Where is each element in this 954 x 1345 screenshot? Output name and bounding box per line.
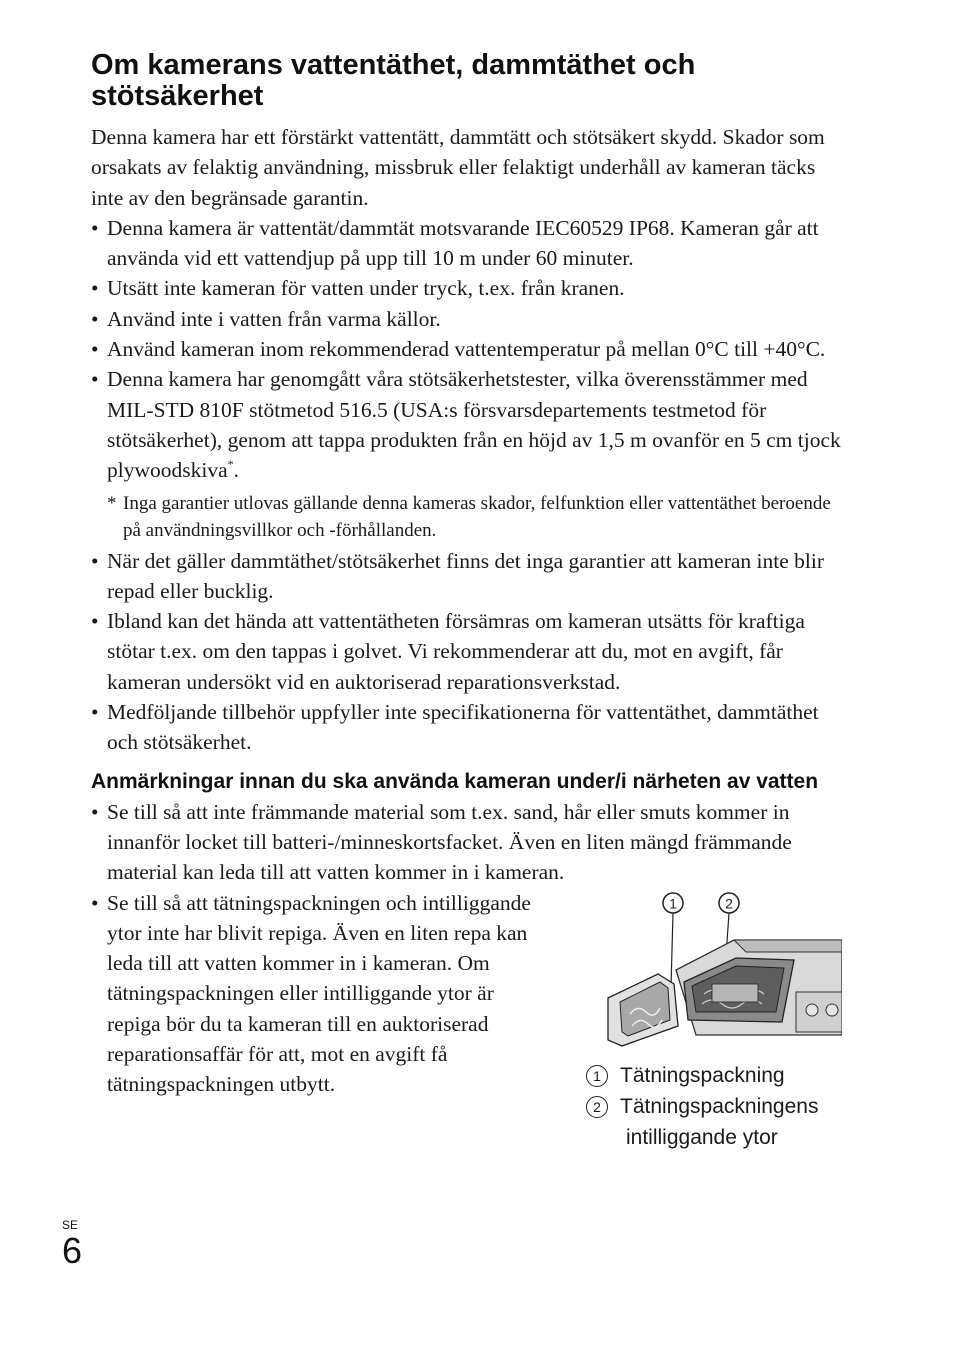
svg-text:2: 2 — [725, 895, 733, 912]
camera-figure — [586, 890, 846, 1153]
figure-legend — [586, 1060, 846, 1153]
bullet-list-continued — [91, 546, 843, 758]
list-item: • Denna kamera har genomgått våra stötsäkerhetstester, vilka överensstämmer med MIL-STD 810F stötmetod 516.5 (USA:s försvarsdepartements testmetod för stötsäkerhet), genom att tappa produkten från en höjd av 1,5 m ovanför en 5 cm tjock plywoodskiva*. — [91, 367, 841, 483]
section2-body — [91, 797, 843, 1149]
callout-2 — [719, 893, 739, 913]
list-item: • Se till så att inte främmande material som t.ex. sand, hår eller smuts kommer in innanför locket till batteri-/minneskortsfacket. Även en liten mängd främmande material kan leda till att vatten kommer in i kameran. — [91, 799, 792, 885]
section-heading: Anmärkningar innan du ska använda kameran under/i närheten av vatten — [91, 769, 819, 793]
page-content — [91, 49, 843, 1149]
footnote-marker: * — [227, 457, 234, 472]
list-item: • Se till så att tätningspackningen och intilliggande ytor inte har blivit repiga. Även en liten repa kan leda till att vatten kommer in i kameran. Om tätningspackningen eller intilliggande ytor är repiga bör du ta kameran till en auktoriserad reparationsaffär för att, mot en avgift få tätningspackningen utbytt. — [91, 890, 531, 1097]
list-item: • Utsätt inte kameran för vatten under tryck, t.ex. från kranen. — [91, 276, 625, 301]
page-title: Om kamerans vattentäthet, dammtäthet och stötsäkerhet — [91, 49, 696, 112]
list-item: • När det gäller dammtäthet/stötsäkerhet finns det inga garantier att kameran inte blir repad eller bucklig. — [91, 548, 824, 603]
list-item: • Använd kameran inom rekommenderad vattentemperatur på mellan 0°C till +40°C. — [91, 337, 826, 362]
figure-split — [91, 888, 843, 1149]
open-lid — [608, 974, 678, 1046]
page-number — [62, 1218, 82, 1270]
list-item: • Använd inte i vatten från varma källor. — [91, 306, 441, 331]
legend-item: 1 Tätningspackning — [586, 1060, 846, 1091]
page-language: SE — [62, 1218, 79, 1232]
bullet-list — [91, 213, 843, 486]
figure-text-column — [91, 888, 551, 1100]
legend-item: 2 Tätningspackningens — [586, 1091, 846, 1122]
body-text — [91, 122, 843, 758]
footnote-text: Inga garantier utlovas gällande denna kameras skador, felfunktion eller vattentäthet beroende på användningsvillkor och -förhållanden. — [123, 492, 831, 541]
svg-text:1: 1 — [669, 895, 677, 912]
legend-item-continued: intilliggande ytor — [626, 1125, 778, 1149]
footnote: * Inga garantier utlovas gällande denna kameras skador, felfunktion eller vattentäthet beroende på användningsvillkor och -förhållanden. — [107, 492, 831, 541]
intro-paragraph: Denna kamera har ett förstärkt vattentätt, dammtätt och stötsäkert skydd. Skador som orsakats av felaktig användning, missbruk eller felaktigt underhåll av kameran täcks inte av den begränsade garantin. — [91, 125, 825, 210]
list-item: • Medföljande tillbehör uppfyller inte specifikationerna för vattentäthet, dammtäthet och stötsäkerhet. — [91, 700, 819, 755]
camera-seal-illustration — [586, 890, 842, 1050]
section2-list — [91, 797, 843, 888]
list-item: • Ibland kan det hända att vattentätheten försämras om kameran utsätts för kraftiga stötar t.ex. om den tappas i golvet. Vi rekommenderar att du, mot en avgift, får kameran undersökt vid en auktoriserad reparationsverkstad. — [91, 609, 805, 694]
list-item: • Denna kamera är vattentät/dammtät motsvarande IEC60529 IP68. Kameran går att använda vid ett vattendjup på upp till 10 m under 60 minuter. — [91, 215, 819, 271]
callout-1 — [663, 893, 683, 913]
page-number-value: 6 — [62, 1230, 83, 1271]
